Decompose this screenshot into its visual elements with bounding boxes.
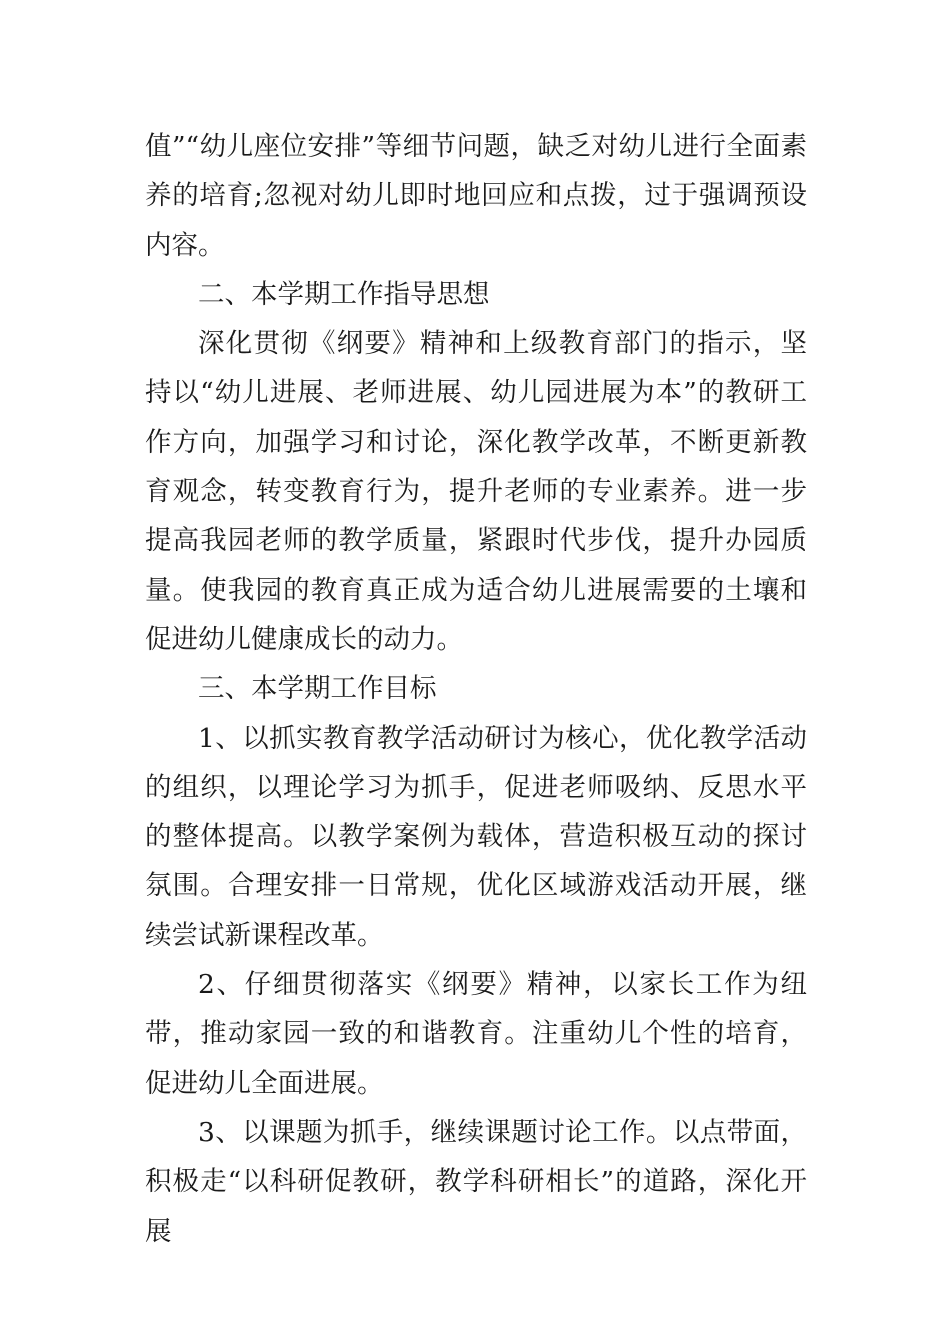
paragraph-continuation: 值”“幼儿座位安排”等细节问题，缺乏对幼儿进行全面素养的培育;忽视对幼儿即时地回应和点拨，过于强调预设内容。 bbox=[145, 131, 807, 261]
paragraph-goal-3: 3、以课题为抓手，继续课题讨论工作。以点带面，积极走“以科研促教研，教学科研相长”的道路，深化开展 bbox=[145, 1116, 807, 1247]
section-heading-guiding-ideology: 二、本学期工作指导思想 bbox=[198, 278, 490, 310]
paragraph-goal-1: 1、以抓实教育教学活动研讨为核心，优化教学活动的组织，以理论学习为抓手，促进老师吸纳、反思水平的整体提高。以教学案例为载体，营造积极互动的探讨氛围。合理安排一日常规，优化区域游戏活动开展，继续尝试新课程改革。 bbox=[145, 722, 807, 951]
document-body bbox=[145, 122, 807, 1256]
section-heading-work-goals: 三、本学期工作目标 bbox=[198, 673, 437, 705]
paragraph-guiding-ideology: 深化贯彻《纲要》精神和上级教育部门的指示，坚持以“幼儿进展、老师进展、幼儿园进展为本”的教研工作方向，加强学习和讨论，深化教学改革，不断更新教育观念，转变教育行为，提升老师的专业素养。进一步提高我园老师的教学质量，紧跟时代步伐，提升办园质量。使我园的教育真正成为适合幼儿进展需要的土壤和促进幼儿健康成长的动力。 bbox=[145, 328, 807, 655]
paragraph-goal-2: 2、仔细贯彻落实《纲要》精神，以家长工作为纽带，推动家园一致的和谐教育。注重幼儿个性的培育，促进幼儿全面进展。 bbox=[145, 969, 807, 1099]
